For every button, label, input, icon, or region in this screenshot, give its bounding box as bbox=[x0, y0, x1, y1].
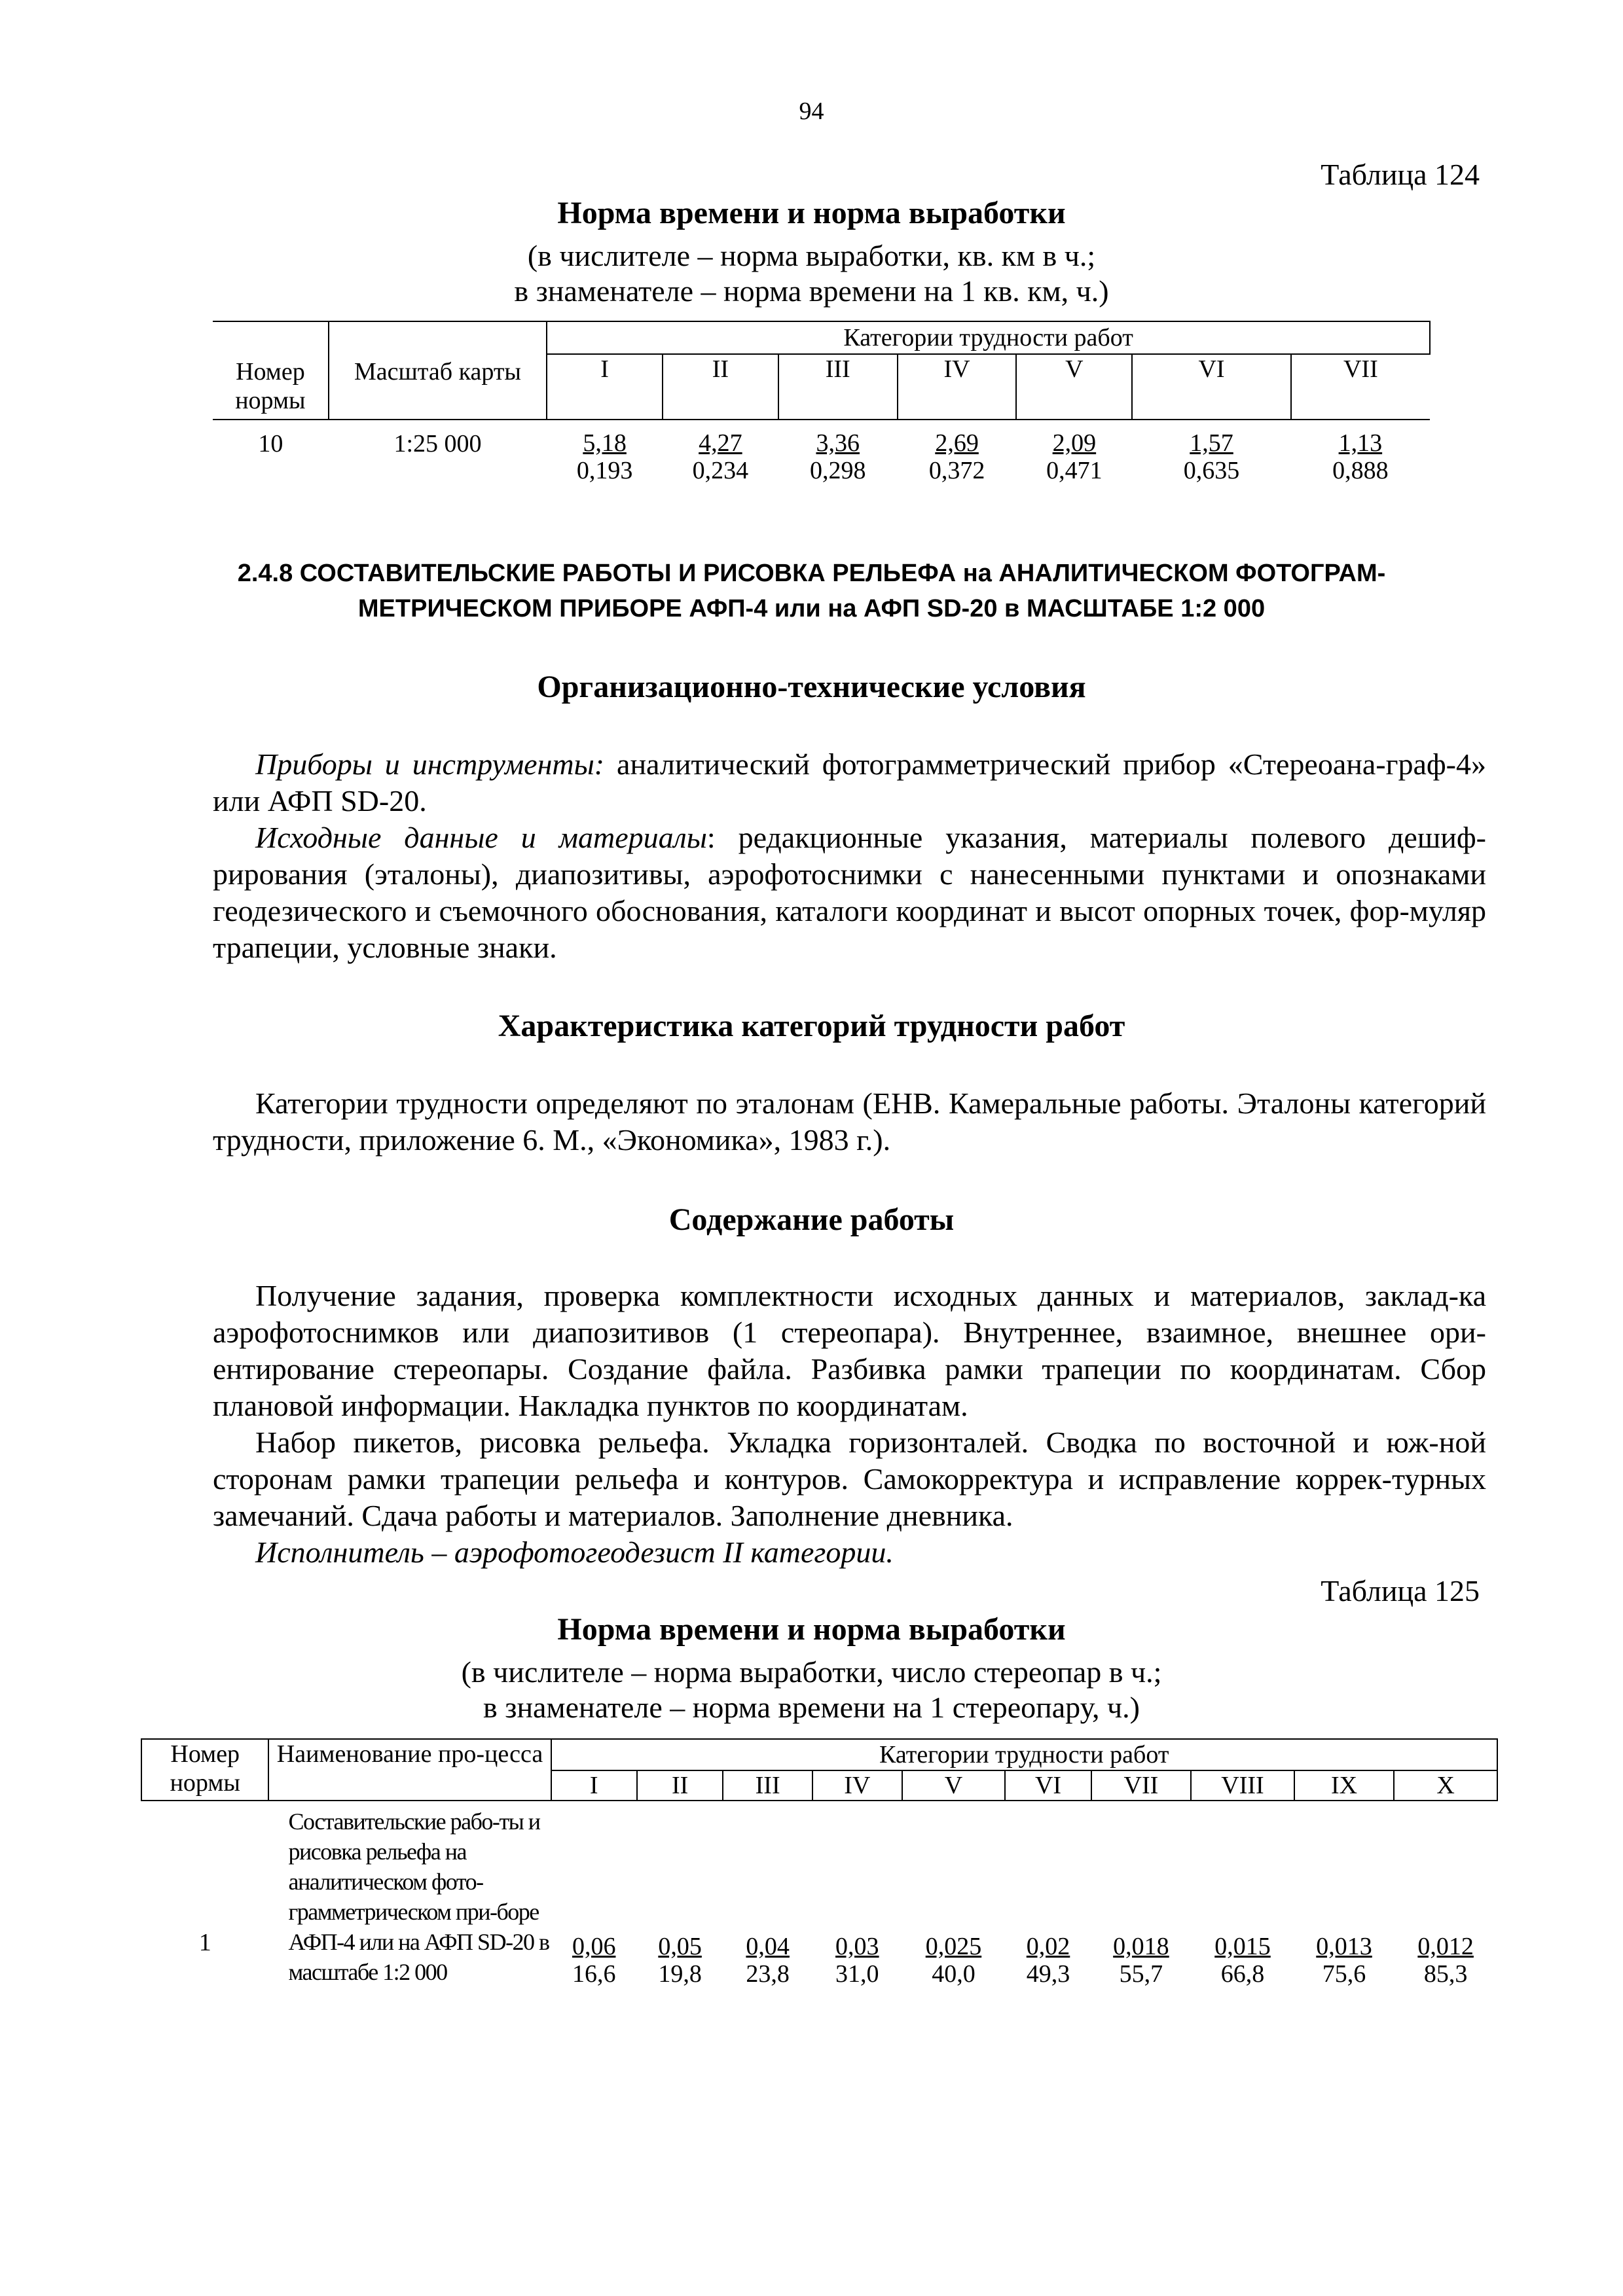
t125-cell-4 bbox=[812, 1801, 902, 1992]
content-text-block bbox=[213, 1278, 1486, 1571]
t125-cell-5 bbox=[902, 1801, 1006, 1992]
t125-den-9: 75,6 bbox=[1322, 1960, 1366, 1988]
t125-num-3: 0,04 bbox=[746, 1933, 790, 1960]
page-number: 94 bbox=[799, 98, 824, 125]
t125-cell-6 bbox=[1005, 1801, 1091, 1992]
t124-row-scale: 1:25 000 bbox=[393, 430, 482, 457]
t125-cell-7 bbox=[1091, 1801, 1191, 1992]
t125-header-cat-4: IV bbox=[812, 1770, 902, 1801]
t125-cell-3 bbox=[723, 1801, 812, 1992]
table-125-subtitle-1: (в числителе – норма выработки, число стереопар в ч.; bbox=[461, 1655, 1162, 1689]
t125-header-cat-3: III bbox=[723, 1770, 812, 1801]
t124-cell-7 bbox=[1291, 420, 1430, 485]
t125-den-6: 49,3 bbox=[1026, 1960, 1070, 1988]
t125-den-3: 23,8 bbox=[746, 1960, 790, 1988]
section-heading-line-1: 2.4.8 СОСТАВИТЕЛЬСКИЕ РАБОТЫ И РИСОВКА РЕЛЬЕФА на АНАЛИТИЧЕСКОМ ФОТОГРАМ- bbox=[237, 560, 1386, 587]
t124-num-7: 1,13 bbox=[1338, 429, 1383, 457]
content-paragraph-1: Получение задания, проверка комплектности исходных данных и материалов, заклад-ка аэрофотоснимков или диапозитивов (1 стереопара). Внутреннее, взаимное, внешнее ори-ентирование стереопары. Создание файла. Разбивка рамки трапеции по координатам. Сбор плановой информации. Накладка пунктов по координатам. bbox=[213, 1279, 1486, 1422]
t125-header-categories: Категории трудности работ bbox=[551, 1739, 1498, 1770]
t125-header-process: Наименование про-цесса bbox=[268, 1739, 551, 1801]
t124-header-cat-4: IV bbox=[898, 354, 1017, 420]
t124-den-1: 0,193 bbox=[576, 457, 633, 484]
t124-den-6: 0,635 bbox=[1183, 457, 1240, 484]
t125-num-10: 0,012 bbox=[1417, 1933, 1474, 1960]
t124-cell-3 bbox=[778, 420, 898, 485]
t124-cell-6 bbox=[1132, 420, 1290, 485]
table-125-title: Норма времени и норма выработки bbox=[557, 1612, 1066, 1647]
org-conditions-text bbox=[213, 746, 1486, 966]
t124-cell-2 bbox=[663, 420, 778, 485]
t125-cell-9 bbox=[1294, 1801, 1394, 1992]
executor-line: Исполнитель – аэрофотогеодезист II категории. bbox=[255, 1535, 894, 1569]
t124-num-2: 4,27 bbox=[699, 429, 742, 457]
org-conditions-heading: Организационно-технические условия bbox=[537, 670, 1086, 704]
t125-den-10: 85,3 bbox=[1423, 1960, 1468, 1988]
t124-header-scale: Масштаб карты bbox=[329, 321, 547, 420]
t124-num-4: 2,69 bbox=[935, 429, 979, 457]
t124-num-1: 5,18 bbox=[583, 429, 627, 457]
t125-den-2: 19,8 bbox=[658, 1960, 702, 1988]
t125-num-9: 0,013 bbox=[1316, 1933, 1372, 1960]
t125-num-5: 0,025 bbox=[925, 1933, 982, 1960]
t125-num-2: 0,05 bbox=[658, 1933, 702, 1960]
t125-cell-8 bbox=[1191, 1801, 1294, 1992]
t124-num-6: 1,57 bbox=[1190, 429, 1233, 457]
t125-row-norm-no: 1 bbox=[141, 1801, 268, 1992]
t125-num-4: 0,03 bbox=[835, 1933, 879, 1960]
t124-cell-5 bbox=[1016, 420, 1132, 485]
t125-cell-1 bbox=[551, 1801, 637, 1992]
t124-header-cat-1: I bbox=[547, 354, 663, 420]
t124-den-4: 0,372 bbox=[928, 457, 985, 484]
t125-header-cat-8: VIII bbox=[1191, 1770, 1294, 1801]
t125-den-1: 16,6 bbox=[572, 1960, 616, 1988]
t124-cell-1 bbox=[547, 420, 663, 485]
t124-den-3: 0,298 bbox=[809, 457, 866, 484]
t124-header-categories: Категории трудности работ bbox=[547, 321, 1430, 354]
t125-den-4: 31,0 bbox=[835, 1960, 879, 1988]
t124-header-cat-3: III bbox=[778, 354, 898, 420]
t125-den-8: 66,8 bbox=[1220, 1960, 1265, 1988]
t125-num-8: 0,015 bbox=[1214, 1933, 1271, 1960]
t124-header-cat-5: V bbox=[1016, 354, 1132, 420]
t124-den-7: 0,888 bbox=[1332, 457, 1389, 484]
t124-header-cat-7: VII bbox=[1291, 354, 1430, 420]
t124-row-norm-no: 10 bbox=[258, 430, 283, 457]
categories-text-block bbox=[213, 1085, 1486, 1158]
t125-den-5: 40,0 bbox=[932, 1960, 976, 1988]
table-124 bbox=[213, 321, 1431, 485]
t125-den-7: 55,7 bbox=[1119, 1960, 1163, 1988]
t125-row-process: Составительские рабо-ты и рисовка рельефа на аналитическом фото-грамметрическом при-боре АФП-4 или на АФП SD-20 в масштабе 1:2 000 bbox=[268, 1801, 551, 1992]
materials-text: : редакционные указания, материалы полевого дешиф-рирования (эталоны), диапозитивы, аэрофотоснимки с нанесенными пунктами и опознаками геодезического и съемочного обоснования, каталоги координат и высот опорных точек, фор-муляр трапеции, условные знаки. bbox=[213, 821, 1486, 964]
instruments-text: аналитический фотограмметрический прибор «Стереоана-граф-4» или АФП SD-20. bbox=[213, 747, 1486, 817]
t125-header-cat-1: I bbox=[551, 1770, 637, 1801]
t125-header-cat-6: VI bbox=[1005, 1770, 1091, 1801]
section-heading-line-2: МЕТРИЧЕСКОМ ПРИБОРЕ АФП-4 или на АФП SD-20 в МАСШТАБЕ 1:2 000 bbox=[357, 595, 1266, 622]
t125-header-norm-no: Номер нормы bbox=[141, 1739, 268, 1801]
materials-label: Исходные данные и материалы bbox=[255, 821, 707, 854]
categories-heading: Характеристика категорий трудности работ bbox=[498, 1009, 1125, 1043]
table-124-title: Норма времени и норма выработки bbox=[557, 196, 1066, 230]
t124-cell-4 bbox=[898, 420, 1017, 485]
t124-header-cat-6: VI bbox=[1132, 354, 1290, 420]
t125-num-7: 0,018 bbox=[1113, 1933, 1169, 1960]
table-124-subtitle-2: в знаменателе – норма времени на 1 кв. км, ч.) bbox=[514, 274, 1109, 308]
categories-text: Категории трудности определяют по эталонам (ЕНВ. Камеральные работы. Эталоны категорий трудности, приложение 6. М., «Экономика», 1983 г.). bbox=[213, 1086, 1486, 1157]
t125-header-cat-5: V bbox=[902, 1770, 1006, 1801]
t124-den-2: 0,234 bbox=[692, 457, 749, 484]
t124-header-cat-2: II bbox=[663, 354, 778, 420]
t125-cell-10 bbox=[1394, 1801, 1497, 1992]
t125-header-cat-2: II bbox=[637, 1770, 723, 1801]
instruments-label: Приборы и инструменты: bbox=[255, 747, 605, 781]
instruments-paragraph bbox=[213, 746, 1486, 819]
table-125 bbox=[141, 1738, 1498, 1992]
t125-header-cat-10: X bbox=[1394, 1770, 1497, 1801]
table-124-label: Таблица 124 bbox=[1321, 158, 1480, 191]
materials-paragraph bbox=[213, 819, 1486, 966]
t125-header-cat-7: VII bbox=[1091, 1770, 1191, 1801]
t125-num-1: 0,06 bbox=[572, 1933, 616, 1960]
t125-cell-2 bbox=[637, 1801, 723, 1992]
t124-num-5: 2,09 bbox=[1052, 429, 1097, 457]
content-paragraph-2: Набор пикетов, рисовка рельефа. Укладка горизонталей. Сводка по восточной и юж-ной сторонам рамки трапеции рельефа и контуров. Самокорректура и исправление коррек-турных замечаний. Сдача работы и материалов. Заполнение дневника. bbox=[213, 1426, 1486, 1532]
content-heading: Содержание работы bbox=[668, 1202, 955, 1237]
t125-header-cat-9: IX bbox=[1294, 1770, 1394, 1801]
table-124-subtitle-1: (в числителе – норма выработки, кв. км в ч.; bbox=[527, 239, 1096, 272]
t124-num-3: 3,36 bbox=[816, 429, 860, 457]
t125-num-6: 0,02 bbox=[1026, 1933, 1070, 1960]
table-125-subtitle-2: в знаменателе – норма времени на 1 стереопару, ч.) bbox=[483, 1691, 1140, 1724]
t124-header-norm-no: Номер нормы bbox=[213, 321, 329, 420]
table-125-label: Таблица 125 bbox=[1321, 1574, 1480, 1607]
t124-den-5: 0,471 bbox=[1046, 457, 1103, 484]
